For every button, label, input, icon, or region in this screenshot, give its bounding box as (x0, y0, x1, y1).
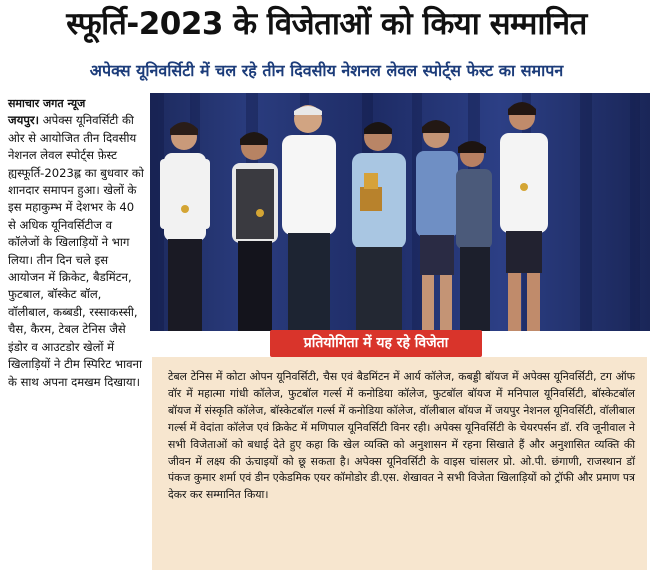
person-1 (160, 122, 210, 331)
winners-box-title: प्रतियोगिता में यह रहे विजेता (270, 330, 482, 357)
award-ceremony-photo (150, 93, 650, 331)
headline: स्फूर्ति-2023 के विजेताओं को किया सम्मानित (66, 6, 587, 42)
photo-illustration (150, 93, 650, 331)
byline-city: जयपुर। (8, 113, 40, 128)
lead-column (8, 95, 144, 391)
winners-box-text: टेबल टेनिस में कोटा ओपन यूनिवर्सिटी, चैस एवं बैडमिंटन में आर्य कॉलेज, कबड्डी बॉयज में अपेक्स यूनिवर्सिटी, टग ऑफ वॉर में महात्मा गांधी कॉलेज, फुटबॉल गर्ल्स में कनोडिया कॉलेज, फुटबॉल बॉयज में मनिपाल यूनिवर्सिटी, बॉस्केटबॉल बॉयज में संस्कृति कॉलेज, बॉस्केटबॉल गर्ल्स में कनोडिया कॉलेज, वॉलीबाल बॉयज में जयपुर नेशनल यूनिवर्सिटी, वॉलीबाल गर्ल्स में वेदांता कॉलेज एवं क्रिकेट में मणिपाल यूनिवर्सिटी विनर रही। अपेक्स यूनिवर्सिटी के चेयरपर्सन डॉ. रवि जूनीवाल ने सभी विजेताओं को बधाई देते हुए कहा कि खेल व्यक्ति को अनुशासन में रहना सिखाते हैं और अनुशासित व्यक्ति की जीवन में लक्ष्य की ऊंचाइयों को छू सकता है। अपेक्स यूनिवर्सिटी के वाइस चांसलर प्रो. ओ.पी. छंगाणी, राजस्थान डॉ पंकज कुमार शर्मा एवं डीन एकेडमिक एयर कॉमोडोर डी.एस. शेखावत ने सभी विजेता खिलाड़ियों को ट्रॉफी और प्रमाण पत्र देकर कर सम्मानित किया। (168, 370, 635, 502)
person-6 (456, 141, 492, 331)
person-4 (352, 122, 406, 331)
person-5 (416, 120, 458, 331)
person-3 (282, 105, 336, 331)
winners-box (152, 357, 647, 570)
subheadline: अपेक्स यूनिवर्सिटी में चल रहे तीन दिवसीय नेशनल लेवल स्पोर्ट्स फेस्ट का समापन (89, 61, 564, 80)
lead-text: अपेक्स यूनिवर्सिटी की ओर से आयोजित तीन दिवसीय नेशनल लेवल स्पोर्ट्स फ़ेस्ट ह्यस्फूर्ति-2023ह्ल का बुधवार को शानदार समापन हुआ। खेलों के इस महाकुम्भ में देशभर के 40 से अधिक यूनिवर्सिटीज व कॉलेजों के खिलाड़ियों ने भाग लिया। तीन दिन चले इस आयोजन में क्रिकेट, बैडमिंटन, फुटबाल, बॉस्केट बॉल, वॉलीबाल, कब्बडी, रस्साकस्सी, चैस, कैरम, टेबल टेनिस जैसे इंडोर व आउटडोर खेलों में खिलाड़ियों ने टीम स्पिरिट भावना के साथ अपना दमखम दिखाया। (8, 113, 144, 389)
byline-org: समाचार जगत न्यूज (8, 97, 86, 110)
